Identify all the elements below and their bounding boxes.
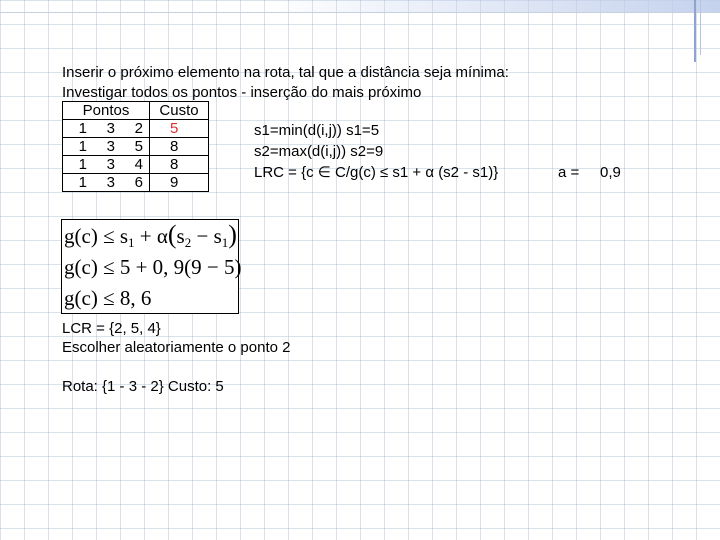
equation-box <box>61 219 242 314</box>
cell-cost: 8 <box>150 156 209 174</box>
eq1-sub-2: 2 <box>184 235 192 250</box>
header-points: Pontos <box>63 102 150 120</box>
cell-cost-highlighted: 5 <box>150 120 209 138</box>
eq1-lhs: g(c) ≤ s <box>64 224 129 248</box>
formula-s2: s2=max(d(i,j)) s2=9 <box>254 143 384 160</box>
equation-result: g(c) ≤ 8, 6 <box>64 286 152 310</box>
equation-general <box>64 220 237 255</box>
eq1-close-paren: ) <box>228 220 237 249</box>
table-row <box>63 120 209 138</box>
alpha-label: a = <box>558 164 580 181</box>
cell-point-3: 2 <box>121 120 150 138</box>
route-result: Rota: {1 - 3 - 2} Custo: 5 <box>62 378 224 395</box>
eq1-open-paren: ( <box>167 220 177 249</box>
cell-point-1: 1 <box>63 138 94 156</box>
lcr-result: LCR = {2, 5, 4} <box>62 320 161 337</box>
cell-point-3: 6 <box>121 174 150 192</box>
cell-point-1: 1 <box>63 156 94 174</box>
cell-point-3: 4 <box>121 156 150 174</box>
heading-line-1: Inserir o próximo elemento na rota, tal que a distância seja mínima: <box>62 64 509 81</box>
eq1-s2: s <box>176 224 185 248</box>
formula-lrc: LRC = {c ∈ C/g(c) ≤ s1 + α (s2 - s1)} <box>254 164 499 181</box>
cell-cost: 8 <box>150 138 209 156</box>
cell-point-1: 1 <box>63 174 94 192</box>
cell-cost: 9 <box>150 174 209 192</box>
table-row <box>63 138 209 156</box>
alpha-value: 0,9 <box>600 164 621 181</box>
heading-line-2: Investigar todos os pontos - inserção do mais próximo <box>62 84 422 101</box>
eq1-mid: + α <box>134 224 168 248</box>
eq1-sub-3: 1 <box>221 235 229 250</box>
table-row <box>63 156 209 174</box>
formula-s1: s1=min(d(i,j)) s1=5 <box>254 122 380 139</box>
eq1-minus: − s <box>191 224 222 248</box>
cell-point-1: 1 <box>63 120 94 138</box>
random-choice: Escolher aleatoriamente o ponto 2 <box>62 339 291 356</box>
table-row <box>63 174 209 192</box>
cell-point-2: 3 <box>93 156 121 174</box>
cell-point-2: 3 <box>93 174 121 192</box>
header-cost: Custo <box>150 102 209 120</box>
eq1-sub-1: 1 <box>128 235 135 250</box>
cell-point-3: 5 <box>121 138 150 156</box>
cell-point-2: 3 <box>93 138 121 156</box>
equation-substituted: g(c) ≤ 5 + 0, 9(9 − 5) <box>64 255 242 279</box>
points-cost-table <box>62 101 209 192</box>
cell-point-2: 3 <box>93 120 121 138</box>
table-header-row <box>63 102 209 120</box>
